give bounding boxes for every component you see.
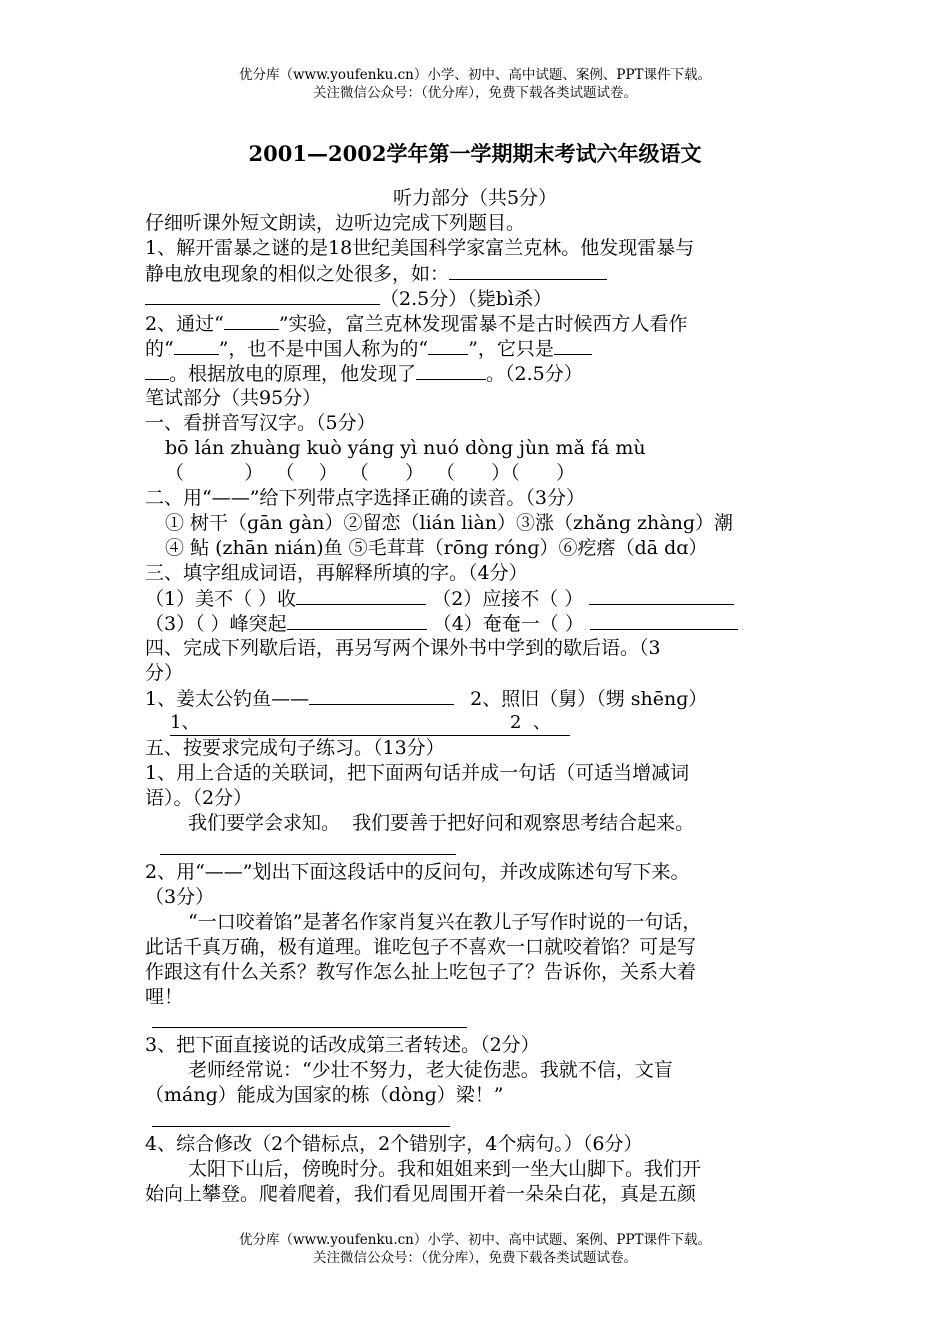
listening-q1-score: （2.5分）（毙bì杀） [380, 288, 552, 310]
answer-blank[interactable] [589, 586, 734, 605]
footer-line-1: 优分库（www.youfenku.cn）小学、初中、高中试题、案例、PPT课件下载。 [238, 1232, 712, 1248]
listening-heading: 听力部分（共5分） [392, 187, 558, 209]
s5-q1-line1: 1、用上合适的关联词，把下面两句话并成一句话（可适当增减词 [145, 762, 690, 784]
s5-q1-line2: 语）。（2分） [145, 787, 253, 809]
answer-blank[interactable] [224, 311, 279, 330]
s4-items [145, 686, 707, 711]
listening-intro: 仔细听课外短文朗读，边听边完成下列题目。 [145, 212, 526, 234]
q2-text: 。（2.5分） [486, 363, 583, 385]
answer-line[interactable] [160, 854, 456, 855]
s4-extra-1: 1、 [170, 712, 200, 733]
answer-line[interactable] [152, 1126, 450, 1127]
answer-blank[interactable] [174, 336, 219, 355]
answer-blank[interactable] [554, 336, 592, 355]
listening-q2-line1 [145, 311, 688, 336]
s5-q3-para-2: （mánɡ）能成为国家的栋（dònɡ）梁！” [145, 1084, 504, 1106]
written-heading: 笔试部分（共95分） [145, 387, 322, 409]
s5-title: 五、按要求完成句子练习。（13分） [145, 737, 445, 759]
listening-q1-text: 静电放电现象的相似之处很多，如： [145, 263, 450, 285]
s2-title: 二、用“——”给下列带点字选择正确的读音。（3分） [145, 487, 586, 509]
answer-blank[interactable] [145, 361, 169, 380]
s4-item: 1、姜太公钓鱼—— [145, 688, 310, 710]
s4-item: 2、照旧（舅）（甥 shēnɡ） [470, 688, 708, 710]
s1-pinyin: bō lán zhuànɡ kuò yánɡ yì nuó dònɡ jùn mǎ fá mù [165, 437, 646, 459]
header-line-2: 关注微信公众号：（优分库），免费下载各类试题试卷。 [313, 85, 637, 101]
listening-q1-line2 [145, 261, 607, 286]
s3-row1 [145, 586, 734, 611]
s5-q4-title: 4、综合修改（2个错标点，2个错别字，4个病句。）（6分） [145, 1133, 643, 1155]
s3-item: （1）美不（ ）收 [145, 588, 297, 610]
listening-q2-line3 [145, 361, 583, 386]
q2-text: 2、通过“ [145, 313, 224, 335]
s4-extra-line[interactable] [170, 711, 570, 736]
answer-blank[interactable] [287, 611, 427, 630]
s5-q4-para-2: 始向上攀登。爬着爬着，我们看见周围开着一朵朵白花，真是五颜 [145, 1183, 697, 1205]
q2-text: 。根据放电的原理，他发现了 [169, 363, 417, 385]
s1-blanks[interactable]: （ ） （ ） （ ） （ ）（ ） [165, 462, 576, 484]
s5-q2-para-2: 此话千真万确，极有道理。谁吃包子不喜欢一口就咬着馅？可是写 [145, 936, 697, 958]
s3-item: （2）应接不（ ） [432, 588, 584, 610]
answer-blank[interactable] [449, 261, 607, 280]
answer-blank[interactable] [145, 286, 380, 305]
s5-q4-para-1: 太阳下山后，傍晚时分。我和姐姐来到一坐大山脚下。我们开 [188, 1158, 702, 1180]
s3-item: （3）（ ）峰突起 [145, 613, 287, 635]
s4-extra-2: 2 、 [510, 712, 551, 733]
q2-text: 的“ [145, 338, 174, 360]
s1-title: 一、看拼音写汉字。（5分） [145, 412, 376, 434]
s4-title-line2: 分） [145, 662, 184, 684]
answer-blank[interactable] [296, 586, 426, 605]
q2-text: ”，它只是 [468, 338, 554, 360]
s5-q3-title: 3、把下面直接说的话改成第三者转述。（2分） [145, 1034, 540, 1056]
answer-blank[interactable] [416, 361, 486, 380]
q2-text: ”，也不是中国人称为的“ [218, 338, 429, 360]
s2-line1: ① 树干（ɡān ɡàn）②留恋（lián liàn）③涨（zhǎnɡ zhànɡ）潮 [165, 512, 733, 534]
q2-text: ”实验，富兰克林发现雷暴不是古时候西方人看作 [278, 313, 688, 335]
answer-blank[interactable] [309, 686, 454, 705]
page-title: 2001—2002学年第一学期期末考试六年级语文 [248, 141, 702, 166]
s5-q3-para-1: 老师经常说：“少壮不努力，老大徒伤悲。我就不信，文盲 [188, 1059, 673, 1081]
header-line-1: 优分库（www.youfenku.cn）小学、初中、高中试题、案例、PPT课件下载。 [238, 67, 712, 83]
s5-q1-sentences: 我们要学会求知。 我们要善于把好问和观察思考结合起来。 [188, 812, 695, 834]
listening-q2-line2 [145, 336, 592, 361]
s2-line2: ④ 鲇 (zhān nián)鱼 ⑤毛茸茸（rōnɡ rónɡ）⑥疙瘩（dā dɑ） [165, 537, 708, 559]
s3-item: （4）奄奄一（ ） [432, 613, 584, 635]
s3-title: 三、填字组成词语，再解释所填的字。（4分） [145, 562, 528, 584]
s3-row2 [145, 611, 738, 636]
answer-line[interactable] [152, 1027, 467, 1028]
s5-q2-line2: （3分） [145, 886, 215, 908]
listening-q1-line1: 1、解开雷暴之谜的是18世纪美国科学家富兰克林。他发现雷暴与 [145, 237, 695, 259]
s5-q2-line1: 2、用“——”划出下面这段话中的反问句，并改成陈述句写下来。 [145, 861, 690, 883]
answer-blank[interactable] [428, 336, 468, 355]
listening-q1-line3 [145, 286, 552, 311]
s5-q2-para-4: 哩！ [145, 986, 184, 1008]
s5-q2-para-3: 作跟这有什么关系？教写作怎么扯上吃包子了？告诉你，关系大着 [145, 961, 697, 983]
answer-blank[interactable] [590, 611, 738, 630]
s4-title-line1: 四、完成下列歇后语，再另写两个课外书中学到的歇后语。（3 [145, 637, 661, 659]
footer-line-2: 关注微信公众号：（优分库），免费下载各类试题试卷。 [313, 1250, 637, 1266]
s5-q2-para-1: “一口咬着馅”是著名作家肖复兴在教儿子写作时说的一句话， [188, 911, 702, 933]
